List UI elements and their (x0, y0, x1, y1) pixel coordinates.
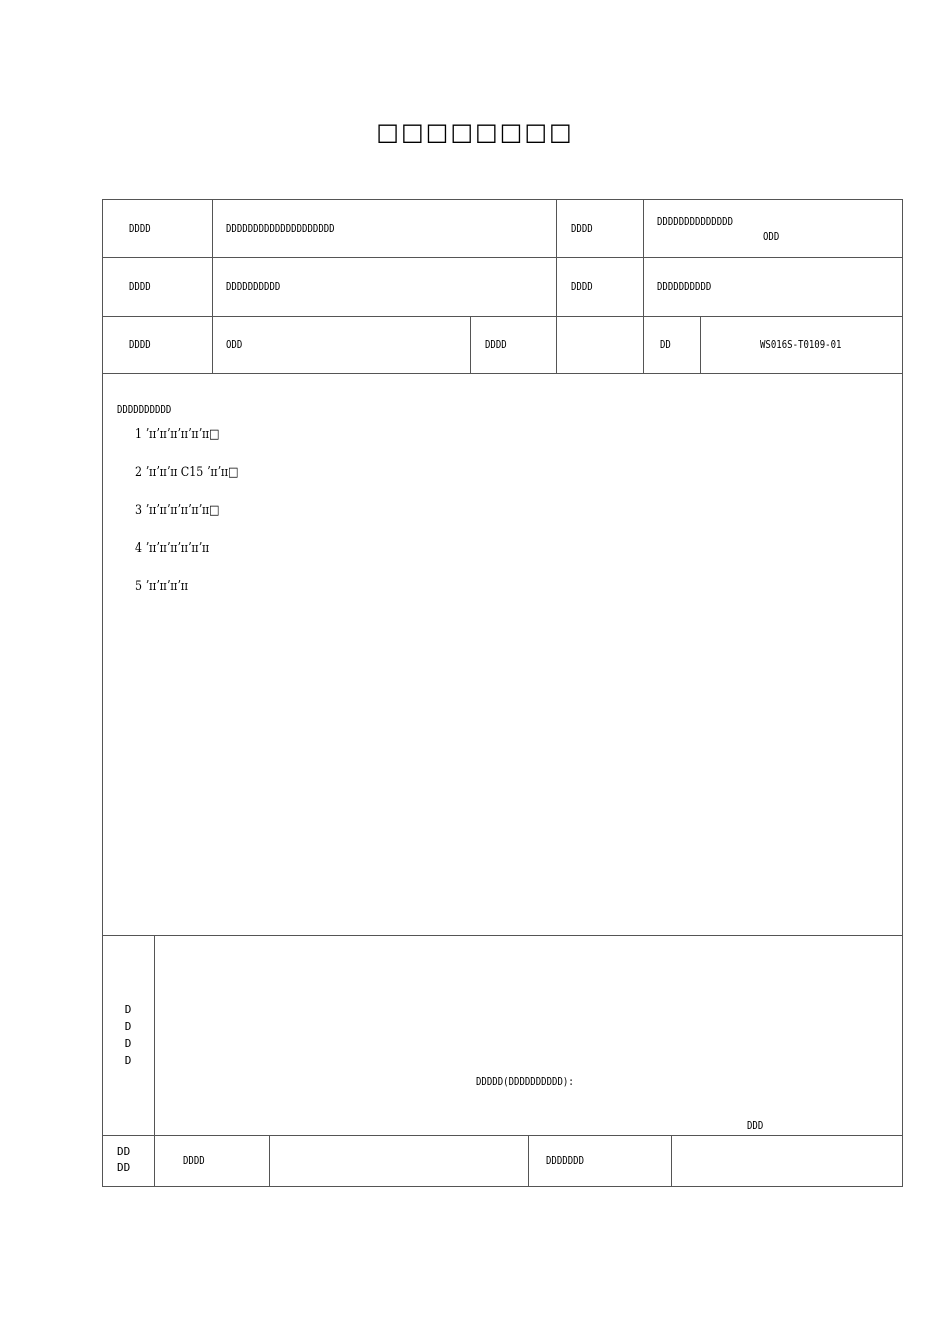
column-divider (556, 199, 557, 374)
footer-label-1: DDDD (183, 1154, 205, 1167)
row3-label-1: DDDD (129, 338, 151, 351)
row1-value-1: DDDDDDDDDDDDDDDDDDDD (226, 222, 335, 235)
row-divider (102, 1135, 903, 1136)
content-item-2: 2 ʼɪɪʼɪɪʼɪɪ C15 ʼɪɪʼɪɪ□ (135, 465, 239, 480)
row1-label-2: DDDD (571, 222, 593, 235)
row3-label-2: DDDD (485, 338, 507, 351)
column-divider (470, 316, 471, 374)
footer-side-label: DD DD (117, 1145, 131, 1174)
row2-value-2: DDDDDDDDDD (657, 280, 712, 293)
row1-value-2-line2: ODD (763, 230, 780, 243)
column-divider (671, 1135, 672, 1187)
content-item-1: 1 ʼɪɪʼɪɪʼɪɪʼɪɪʼɪɪʼɪɪ□ (135, 427, 220, 442)
column-divider (528, 1135, 529, 1187)
column-divider (700, 316, 701, 374)
row2-label-1: DDDD (129, 280, 151, 293)
row1-label-1: DDDD (129, 222, 151, 235)
row3-label-3: DD (660, 338, 671, 351)
date-label: DDD (747, 1119, 764, 1132)
row-divider (102, 257, 903, 258)
row-divider (102, 316, 903, 317)
footer-label-2: DDDDDDD (546, 1154, 585, 1167)
column-divider (643, 199, 644, 374)
row-divider (102, 373, 903, 374)
content-item-4: 4 ʼɪɪʼɪɪʼɪɪʼɪɪʼɪɪʼɪɪ (135, 541, 210, 556)
row2-value-1: DDDDDDDDDD (226, 280, 281, 293)
column-divider (154, 935, 155, 1187)
content-heading: DDDDDDDDDD (117, 403, 172, 416)
content-item-5: 5 ʼɪɪʼɪɪʼɪɪʼɪɪ (135, 579, 188, 594)
signature-label: DDDDD(DDDDDDDDDD): (476, 1075, 574, 1088)
row2-label-2: DDDD (571, 280, 593, 293)
row3-value-1: ODD (226, 338, 243, 351)
column-divider (269, 1135, 270, 1187)
opinion-side-label: D D D D (124, 1003, 132, 1067)
column-divider (212, 199, 213, 374)
row3-value-3: WS016S-T0109-01 (760, 338, 842, 351)
row1-value-2-line1: DDDDDDDDDDDDDD (657, 215, 734, 228)
row-divider (102, 935, 903, 936)
document-title: □□□□□□□□ (376, 118, 574, 146)
content-item-3: 3 ʼɪɪʼɪɪʼɪɪʼɪɪʼɪɪʼɪɪ□ (135, 503, 220, 518)
